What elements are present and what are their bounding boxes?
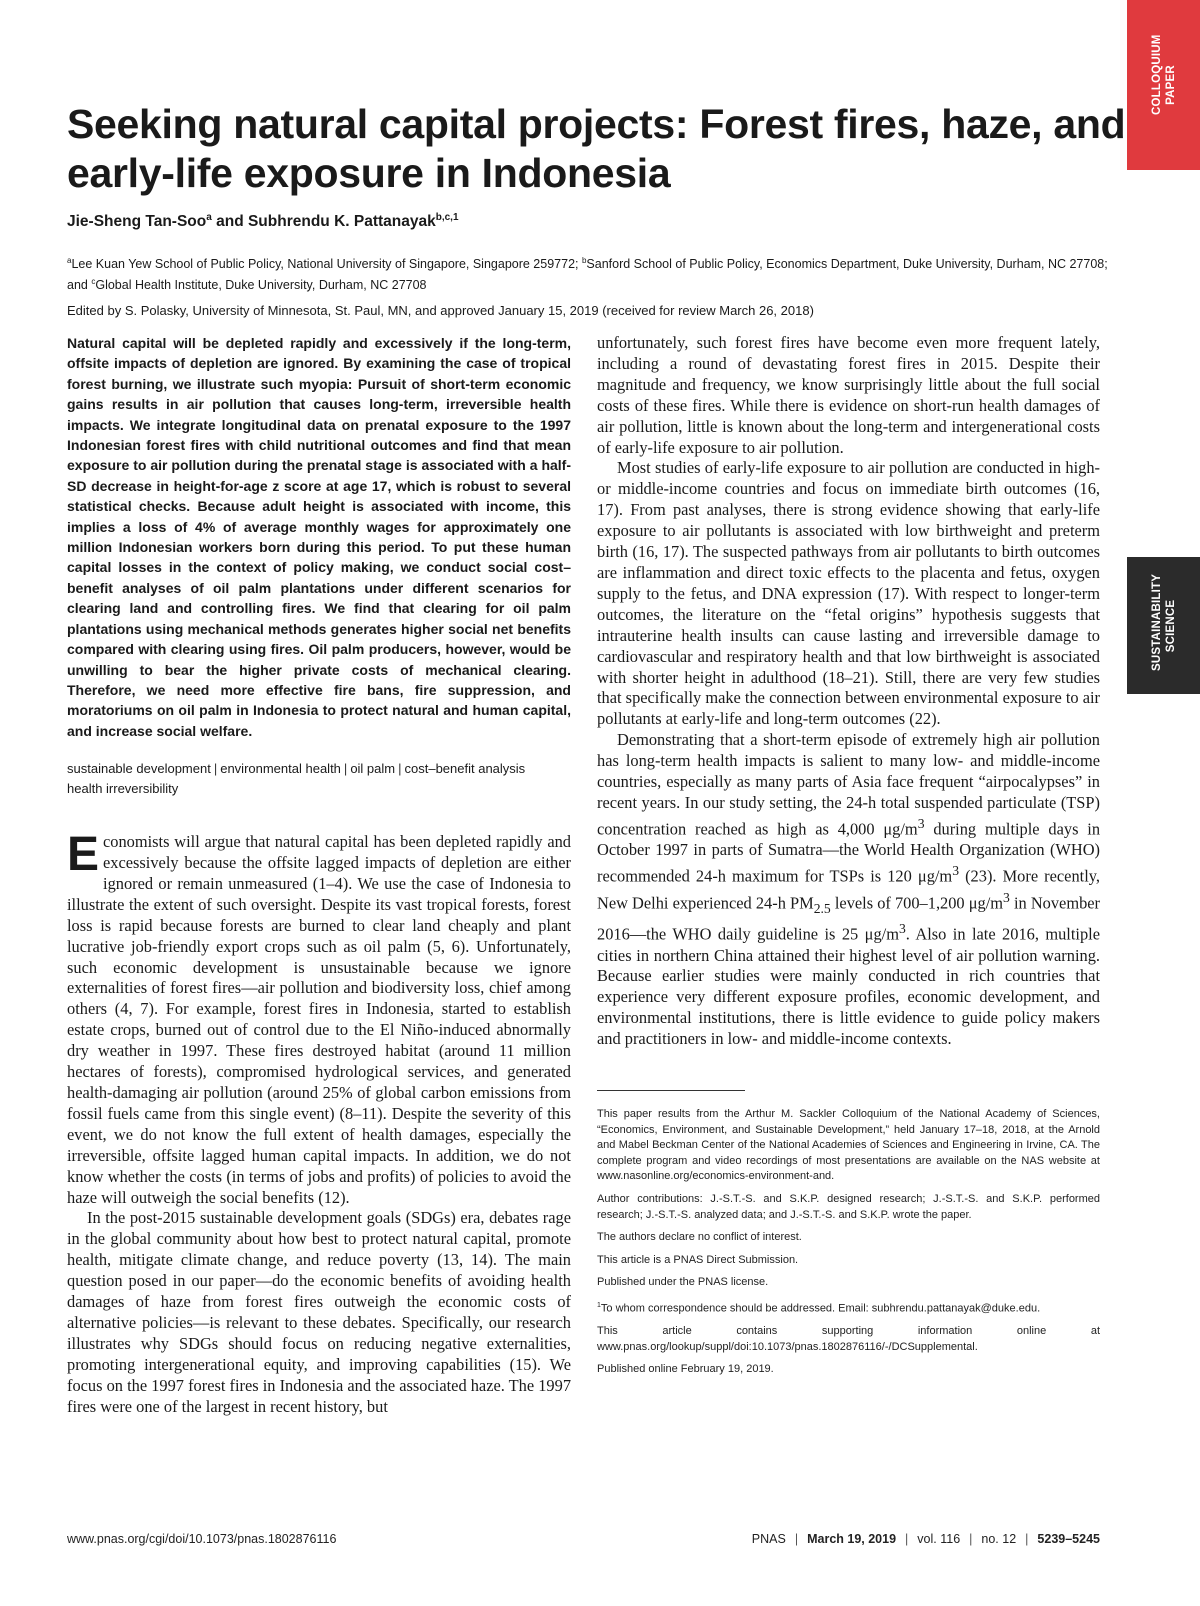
abstract: Natural capital will be depleted rapidly and excessively if the long-term, offsite impacts of depletion are ignored. By examining the case of tropical forest burning, we illustrate such myopia: Pursuit of short-term economic gains results in air pollution that causes long-term, irreversible health impacts. We integrate longitudinal data on prenatal exposure to the 1997 Indonesian forest fires with child nutritional outcomes and find that mean exposure to air pollution during the prenatal stage is associated with a half-SD decrease in height-for-age z score at age 17, which is robust to several statistical checks. Because adult height is associated with income, this implies a loss of 4% of average monthly wages for approximately one million Indonesian workers born during this period. To put these human capital losses in the context of policy making, we conduct social cost–benefit analyses of oil palm plantations under different scenarios for clearing land and controlling fires. We find that clearing for oil palm plantations using mechanical methods generates higher social net benefits compared with clearing using fires. Oil palm producers, however, would be unwilling to bear the higher private costs of mechanical clearing. Therefore, we need more effective fire bans, fire suppression, and moratoriums on oil palm in Indonesia to protect natural and human capital, and increase social welfare.	[67, 335, 571, 739]
footnote-direct-submission: This article is a PNAS Direct Submission.	[597, 1253, 799, 1266]
drop-cap: E	[67, 828, 100, 882]
journal-footer	[752, 1532, 1100, 1546]
keyword-separator: |	[398, 761, 402, 777]
journal-name: PNAS	[751, 1532, 786, 1546]
superscript: 3	[1003, 889, 1010, 905]
body-paragraph-3: unfortunately, such forest fires have become even more frequent lately, including a round of devastating forest fires in 2015. Despite their magnitude and frequency, we know surprisingly little about the full social costs of these fires. While there is evidence on short-run health damages of air pollution, little is known about the long-term and intergenerational costs of early-life exposure to air pollution.	[597, 333, 1100, 457]
issue: no. 12	[981, 1532, 1017, 1546]
volume: vol. 116	[917, 1532, 961, 1546]
superscript: 3	[952, 863, 960, 879]
keyword-separator: |	[343, 761, 348, 777]
footer-separator: |	[969, 1532, 973, 1546]
keyword: health irreversibility	[67, 781, 179, 797]
left-column	[67, 333, 571, 1418]
text-run: (23). More recently, New Delhi experienced 24-h PM	[597, 866, 1100, 912]
superscript: 3	[898, 921, 906, 937]
paper-title: Seeking natural capital projects: Forest fires, haze, and early-life exposure in Indonesia	[67, 101, 1126, 196]
footnote-published-online: Published online February 19, 2019.	[597, 1363, 774, 1376]
footnote-conflict: The authors declare no conflict of interest.	[597, 1231, 802, 1244]
footnote-supporting-info: This article contains supporting information online at www.pnas.org/lookup/suppl/doi:10.1073/pnas.1802876116/-/DCSupplemental.	[597, 1325, 1100, 1353]
edited-by: Edited by S. Polasky, University of Minnesota, St. Paul, MN, and approved January 15, 2019 (received for review March 26, 2018)	[67, 303, 814, 318]
footnote-colloquium: This paper results from the Arthur M. Sackler Colloquium of the National Academy of Sciences, “Economics, Environment, and Sustainable Development,” held January 17–18, 2018, at the Arnold and Mabel Beckman Center of the National Academies of Sciences and Engineering in Irvine, CA. The complete program and video recordings of most presentations are available on the NAS website at www.nasonline.org/economics-environment-and.	[597, 1108, 1100, 1183]
footer-separator: |	[905, 1532, 909, 1546]
keyword-separator: |	[213, 761, 218, 777]
keywords	[67, 759, 571, 799]
footnotes	[597, 1107, 1100, 1378]
footer-separator: |	[1025, 1532, 1029, 1546]
affil-c-mark: c	[91, 277, 96, 287]
affiliations	[67, 252, 1117, 294]
author-2: Subhrendu K. Pattanayak	[247, 213, 436, 231]
text-run: during multiple days in October 1997 in parts of Sumatra—the World Health Organization (WHO) recommended 24-h maximum for TSPs is 120 μg/m	[597, 819, 1101, 886]
author-conjunction: and	[211, 213, 248, 231]
affil-a: Lee Kuan Yew School of Public Policy, National University of Singapore, Singapore 259772;	[71, 257, 582, 272]
text-run: in November 2016—the WHO daily guideline is 25 μg/m	[597, 892, 1100, 944]
page-range: 5239–5245	[1037, 1532, 1100, 1546]
introduction	[67, 828, 572, 1417]
text-run: levels of 700–1,200 μg/m	[830, 892, 1004, 912]
keyword: sustainable development	[67, 761, 211, 777]
keyword: environmental health	[220, 761, 341, 777]
keyword: cost–benefit analysis	[404, 761, 526, 777]
affil-c: Global Health Institute, Duke University, Durham, NC 27708	[95, 278, 427, 293]
text-run: Demonstrating that a short-term episode of extremely high air pollution has long-term health impacts is salient to many low- and middle-income countries, especially as many parts of Asia face frequent “airpocalypses” in recent years. In our study setting, the 24-h total suspended particulate (TSP) concentration reached as high as 4,000 μg/m	[597, 730, 1100, 839]
issue-date: March 19, 2019	[807, 1532, 897, 1546]
right-column	[597, 333, 1100, 1385]
body-paragraph-4: Most studies of early-life exposure to air pollution are conducted in high- or middle-income countries and focus on immediate birth outcomes (16, 17). From past analyses, there is strong evidence showing that early-life exposure to air pollutants is associated with low birthweight and preterm birth (16, 17). The suspected pathways from air pollutants to birth outcomes are inflammation and direct toxic effects to the placenta and fetus, oxygen supply to the fetus, and DNA expression (17). With respect to longer-term outcomes, the literature on the “fetal origins” hypothesis suggests that intrauterine health insults can cause lasting and irreversible damage to cardiovascular and respiratory health and that low birthweight is associated with shorter height in adulthood (18–21). Still, there are very few studies that specifically make the connection between environmental exposure to air pollutants at early-life and long-term outcomes (22).	[597, 458, 1100, 729]
body-paragraph-2: In the post-2015 sustainable development goals (SDGs) era, debates rage in the global community about how best to protect natural capital, promote health, mitigate climate change, and reduce poverty (13, 14). The main question posed in our paper—do the economic benefits of avoiding health damages of haze from forest fires outweigh the economic costs of alternative policies—is relevant to these debates. Specifically, our research illustrates why SDGs should focus on reducing negative externalities, promoting intergenerational equity, and improving capabilities (15). We focus on the 1997 forest fires in Indonesia and the associated haze. The 1997 fires were one of the largest in recent history, but	[67, 1208, 572, 1416]
correspondence-text: To whom correspondence should be addressed. Email: subhrendu.pattanayak@duke.edu.	[600, 1302, 1041, 1315]
colloquium-paper-tab	[1127, 0, 1200, 170]
colloquium-paper-label: COLLOQUIUM PAPER	[1150, 34, 1177, 115]
body-paragraph-5	[597, 730, 1100, 1050]
author-list	[67, 212, 459, 231]
body-paragraph-1: conomists will argue that natural capital has been depleted rapidly and excessively because the offsite lagged impacts of depletion are either ignored or remain unmeasured (1–4). We use the case of Indonesia to illustrate the extent of such oversight. Despite its vast tropical forests, forest loss is rapid because forests are burned to clear land cheaply and plant lucrative job-friendly export crops such as oil palm (5, 6). Unfortunately, such economic development is unsustainable because we ignore externalities of forest fires—air pollution and biodiversity loss, chief among others (4, 7). For example, forest fires in Indonesia, started to establish estate crops, burned out of control due to the El Niño-induced abnormally dry weather in 1997. These fires destroyed habitat (around 11 million hectares of forests), compromised hydrological services, and generated health-damaging air pollution (around 25% of global carbon emissions from fossil fuels came from this single event) (8–11). Despite the severity of this event, we do not know the full extent of health damages, especially the irreversible, offsite lagged human capital impacts. In addition, we do not know whether the costs (in terms of jobs and profits) of policies to avoid the haze will outweigh the social benefits (12).	[67, 832, 571, 1207]
section-tab	[1127, 557, 1200, 694]
footnote-license: Published under the PNAS license.	[597, 1276, 769, 1289]
affil-b-mark: b	[581, 256, 587, 265]
author-1: Jie-Sheng Tan-Soo	[67, 213, 207, 231]
affil-a-mark: a	[67, 256, 72, 265]
footnote-correspondence	[597, 1298, 1100, 1317]
section-label: SUSTAINABILITY SCIENCE	[1150, 573, 1177, 671]
author-1-affil-mark: a	[206, 212, 212, 223]
keyword: oil palm	[350, 761, 396, 777]
author-2-affil-mark: b,c,1	[435, 212, 459, 223]
doi-link[interactable]: www.pnas.org/cgi/doi/10.1073/pnas.1802876116	[67, 1532, 337, 1546]
affil-b: Sanford School of Public Policy, Economics Department, Duke University, Durham, NC 27708; and	[67, 257, 1108, 293]
footer-separator: |	[794, 1532, 799, 1546]
footnote-rule	[597, 1090, 745, 1091]
subscript: 2.5	[813, 900, 831, 916]
text-run: . Also in late 2016, multiple cities in northern China attained their highest level of air pollution warning. Because earlier studies were mainly conducted in rich countries that experience very different exposure profiles, economic development, and environmental institutions, there is little evidence to guide policy makers and practitioners in low- and middle-income contexts.	[597, 924, 1100, 1049]
superscript: 3	[917, 815, 925, 831]
footnote-contributions: Author contributions: J.-S.T.-S. and S.K.P. designed research; J.-S.T.-S. and S.K.P. performed research; J.-S.T.-S. analyzed data; and J.-S.T.-S. and S.K.P. wrote the paper.	[597, 1193, 1100, 1221]
correspondence-mark: 1	[597, 1302, 601, 1309]
